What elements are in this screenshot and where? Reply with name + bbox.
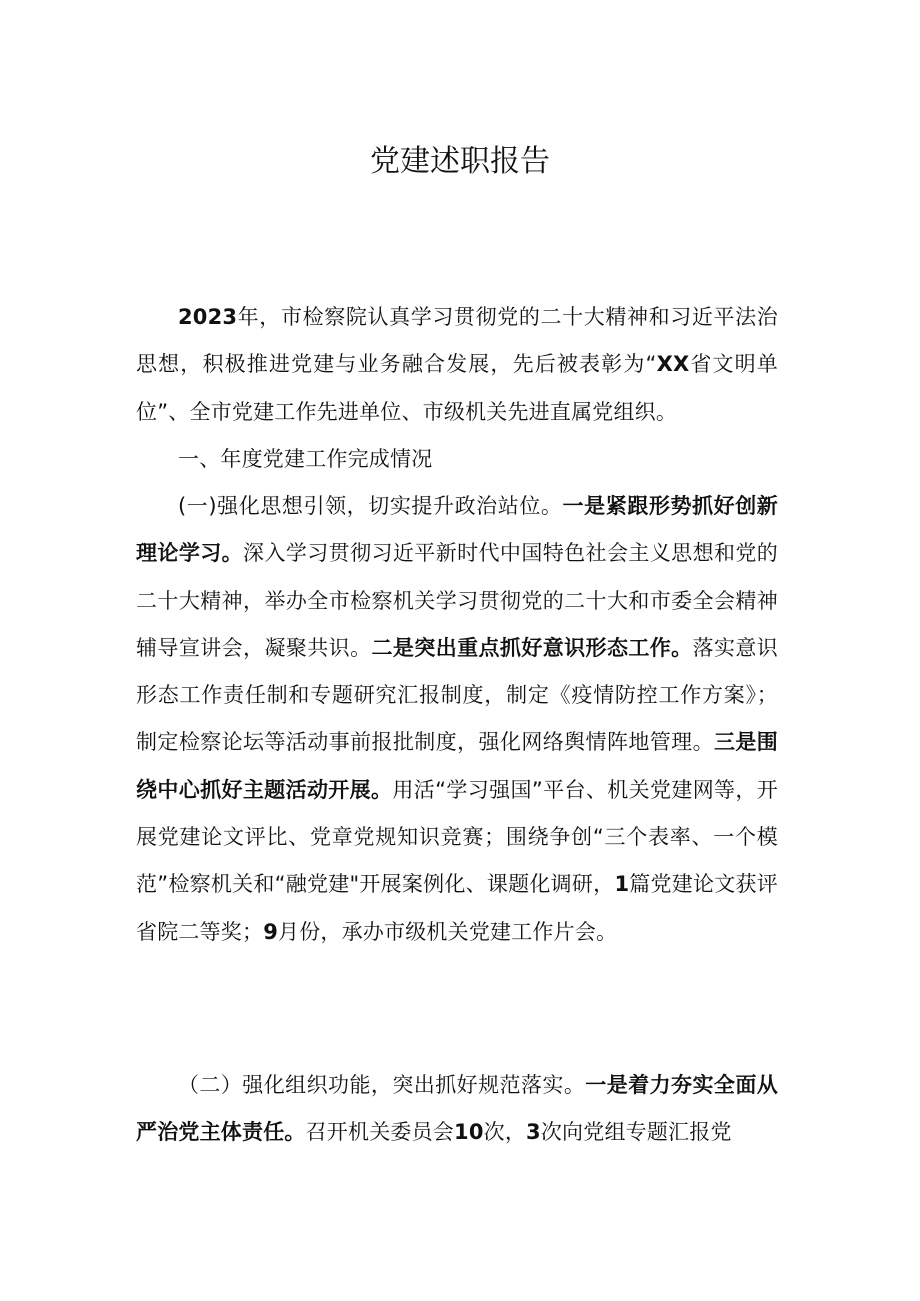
para1-text-4: 篇党建论文获评省院二等奖； [136, 872, 779, 944]
para2-text-1: 召开机关委员会 [305, 1120, 455, 1145]
para1-text-3: 用活“学习强国”平台、机关党建网等，开展党建论文评比、党章党规知识竞赛；围绕争创“三个表率、一个模范”检察机关和“融党建"开展案例化、课题化调研， [136, 777, 778, 897]
para2-num-1: 10 [454, 1120, 484, 1145]
paragraph-ideology [136, 483, 778, 956]
para1-point-2: 二是突出重点抓好意识形态工作。 [371, 635, 693, 660]
intro-year: 2023 [178, 305, 238, 329]
para1-num-1: 1 [614, 872, 630, 897]
para1-point-1: 一是紧跟形势抓好创新理论学习。 [136, 494, 779, 566]
para2-point-1: 一是着力夯实全面从严治党主体责任。 [136, 1073, 778, 1145]
intro-text-2: 省文明单位”、全市党建工作先进单位、市级机关先进直属党组织。 [136, 352, 778, 424]
para1-text-2: 落实意识形态工作责任制和专题研究汇报制度，制定《疫情防控工作方案》；制定检察论坛等活动事前报批制度，强化网络舆情阵地管理。 [136, 635, 778, 755]
para1-text-5: 月份，承办市级机关党建工作片会。 [278, 919, 618, 944]
intro-xx: XX [656, 352, 690, 377]
intro-paragraph [136, 294, 778, 436]
section-heading [136, 436, 778, 483]
section-heading-text: 一、年度党建工作完成情况 [178, 447, 433, 471]
para1-point-3: 三是围绕中心抓好主题活动开展。 [136, 730, 778, 802]
para1-text-1: 深入学习贯彻习近平新时代中国特色社会主义思想和党的二十大精神，举办全市检察机关学习贯彻党的二十大和市委全会精神辅导宣讲会，凝聚共识。 [136, 541, 779, 660]
para2-text-3: 次向党组专题汇报党 [540, 1120, 732, 1145]
document-title: 党建述职报告 [370, 144, 550, 179]
para2-num-2: 3 [526, 1120, 541, 1145]
para2-lead: （二）强化组织功能，突出抓好规范落实。 [178, 1073, 586, 1097]
para1-lead: (一)强化思想引领，切实提升政治站位。 [178, 494, 563, 518]
para1-num-2: 9 [263, 919, 279, 944]
para2-text-2: 次， [483, 1120, 527, 1145]
paragraph-organization [136, 1062, 778, 1157]
intro-text-1: 年，市检察院认真学习贯彻党的二十大精神和习近平法治思想，积极推进党建与业务融合发展，先后被表彰为“ [136, 305, 778, 377]
